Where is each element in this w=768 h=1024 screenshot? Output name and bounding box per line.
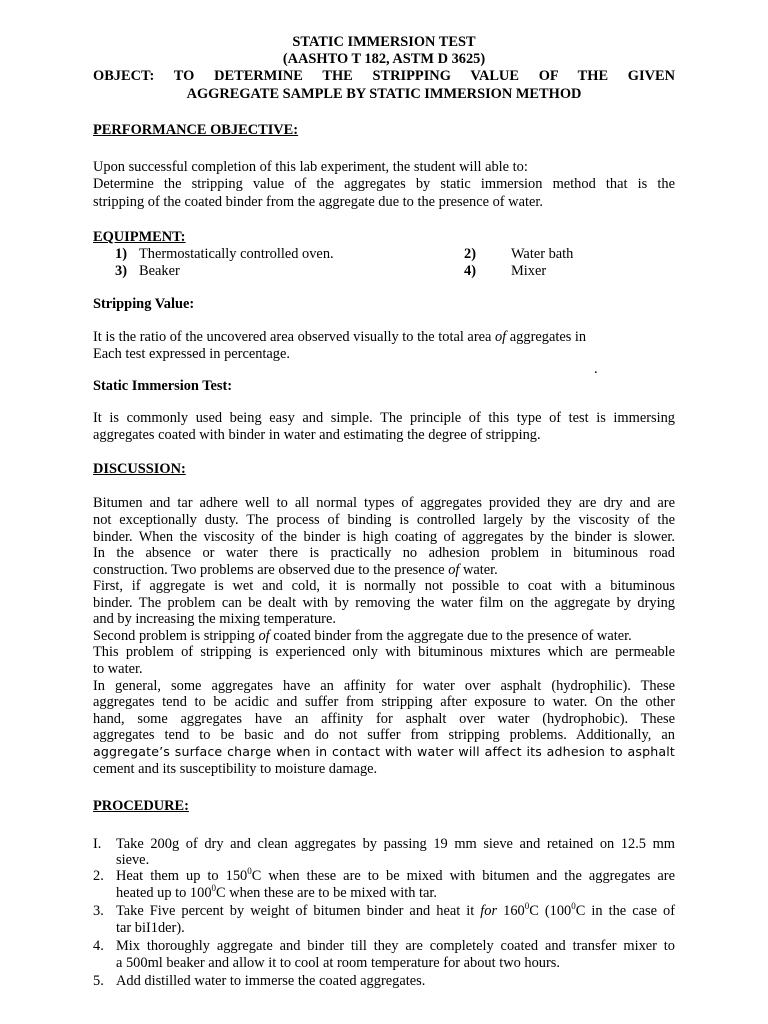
equipment-number: 1) bbox=[115, 246, 127, 262]
step-text: sieve. bbox=[116, 852, 150, 868]
stripping-value-text-1: It is the ratio of the uncovered area observed visually to the total area of aggregates in bbox=[93, 329, 587, 345]
document-standard: (AASHTO T 182, ASTM D 3625) bbox=[282, 51, 486, 67]
performance-text-3: stripping of the coated binder from the aggregate due to the presence of water. bbox=[93, 194, 543, 210]
equipment-item: Thermostatically controlled oven. bbox=[139, 246, 334, 262]
discussion-line: and by increasing the mixing temperature. bbox=[93, 611, 336, 627]
step-number: 5. bbox=[93, 973, 104, 989]
discussion-line: First, if aggregate is wet and cold, it is normally not possible to coat with a bituminous bbox=[93, 578, 675, 594]
discussion-line: In the absence or water there is practically no adhesion problem in bituminous road bbox=[93, 545, 675, 561]
stripping-value-heading: Stripping Value: bbox=[93, 296, 195, 312]
step-number: 4. bbox=[93, 938, 104, 954]
step-number: 2. bbox=[93, 868, 104, 884]
discussion-line: Second problem is stripping of coated binder from the aggregate due to the presence of water. bbox=[93, 628, 632, 644]
discussion-line: Bitumen and tar adhere well to all normal types of aggregates provided they are dry and are bbox=[93, 495, 675, 511]
discussion-line: aggregate’s surface charge when in contact with water will affect its adhesion to asphalt bbox=[93, 744, 675, 759]
performance-heading: PERFORMANCE OBJECTIVE: bbox=[93, 122, 299, 138]
discussion-line: construction. Two problems are observed due to the presence of water. bbox=[93, 562, 498, 578]
step-text: tar biI1der). bbox=[116, 920, 185, 936]
equipment-row-2 bbox=[115, 263, 675, 280]
discussion-line: binder. The problem can be dealt with by removing the water film on the aggregate by drying bbox=[93, 595, 675, 611]
discussion-heading: DISCUSSION: bbox=[93, 461, 186, 477]
discussion-line: not exceptionally dusty. The process of binding is controlled largely by the viscosity of the bbox=[93, 512, 675, 528]
discussion-line: aggregates tend to be acidic and suffer from stripping after exposure to water. On the other bbox=[93, 694, 675, 710]
step-text: a 500ml beaker and allow it to cool at room temperature for about two hours. bbox=[116, 955, 560, 971]
object-line-2: AGGREGATE SAMPLE BY STATIC IMMERSION METHOD bbox=[186, 86, 582, 102]
static-test-text-2: aggregates coated with binder in water and estimating the degree of stripping. bbox=[93, 427, 541, 443]
discussion-line: In general, some aggregates have an affinity for water over asphalt (hydrophilic). These bbox=[93, 678, 675, 694]
equipment-number: 3) bbox=[115, 263, 127, 279]
step-text: Add distilled water to immerse the coated aggregates. bbox=[116, 973, 426, 989]
step-number: I. bbox=[93, 836, 102, 852]
performance-text-1: Upon successful completion of this lab experiment, the student will able to: bbox=[93, 159, 528, 175]
discussion-line: binder. When the viscosity of the binder is high coating of aggregates by the binder is slower. bbox=[93, 529, 675, 545]
discussion-line: to water. bbox=[93, 661, 143, 677]
step-number: 3. bbox=[93, 903, 104, 919]
discussion-line: aggregates tend to be basic and do not suffer from stripping problems. Additionally, an bbox=[93, 727, 675, 743]
step-text: Mix thoroughly aggregate and binder till they are completely coated and transfer mixer to bbox=[116, 938, 675, 954]
step-text: Take 200g of dry and clean aggregates by passing 19 mm sieve and retained on 12.5 mm bbox=[116, 836, 675, 852]
step-text: Heat them up to $150^0C$ when these are to be mixed with bitumen and the aggregates are bbox=[116, 866, 675, 884]
equipment-item: Water bath bbox=[511, 246, 574, 262]
static-test-heading: Static Immersion Test: bbox=[93, 378, 233, 394]
equipment-number: 2) bbox=[464, 246, 476, 262]
discussion-line: This problem of stripping is experienced only with bituminous mixtures which are permeable bbox=[93, 644, 675, 660]
equipment-number: 4) bbox=[464, 263, 476, 279]
equipment-item: Beaker bbox=[139, 263, 180, 279]
static-test-text-1: It is commonly used being easy and simple. The principle of this type of test is immersing bbox=[93, 410, 675, 426]
step-text: heated up to $100^0C$ when these are to be mixed with tar. bbox=[116, 883, 438, 901]
procedure-heading: PROCEDURE: bbox=[93, 798, 189, 814]
document-title: STATIC IMMERSION TEST bbox=[292, 34, 476, 50]
equipment-heading: EQUIPMENT: bbox=[93, 229, 186, 245]
stray-dot: . bbox=[594, 361, 598, 377]
discussion-line: hand, some aggregates have an affinity for asphalt over water (hydrophobic). These bbox=[93, 711, 675, 727]
performance-text-2: Determine the stripping value of the aggregates by static immersion method that is the bbox=[93, 176, 675, 192]
equipment-item: Mixer bbox=[511, 263, 547, 279]
discussion-line: cement and its susceptibility to moisture damage. bbox=[93, 761, 378, 777]
object-line-1: OBJECT: TO DETERMINE THE STRIPPING VALUE OF THE GIVEN bbox=[93, 68, 675, 84]
step-text: Take Five percent by weight of bitumen binder and heat it for $160^0C$ ($100^0C$ in the case of bbox=[116, 901, 675, 919]
equipment-row-1 bbox=[115, 246, 675, 263]
stripping-value-text-2: Each test expressed in percentage. bbox=[93, 346, 290, 362]
